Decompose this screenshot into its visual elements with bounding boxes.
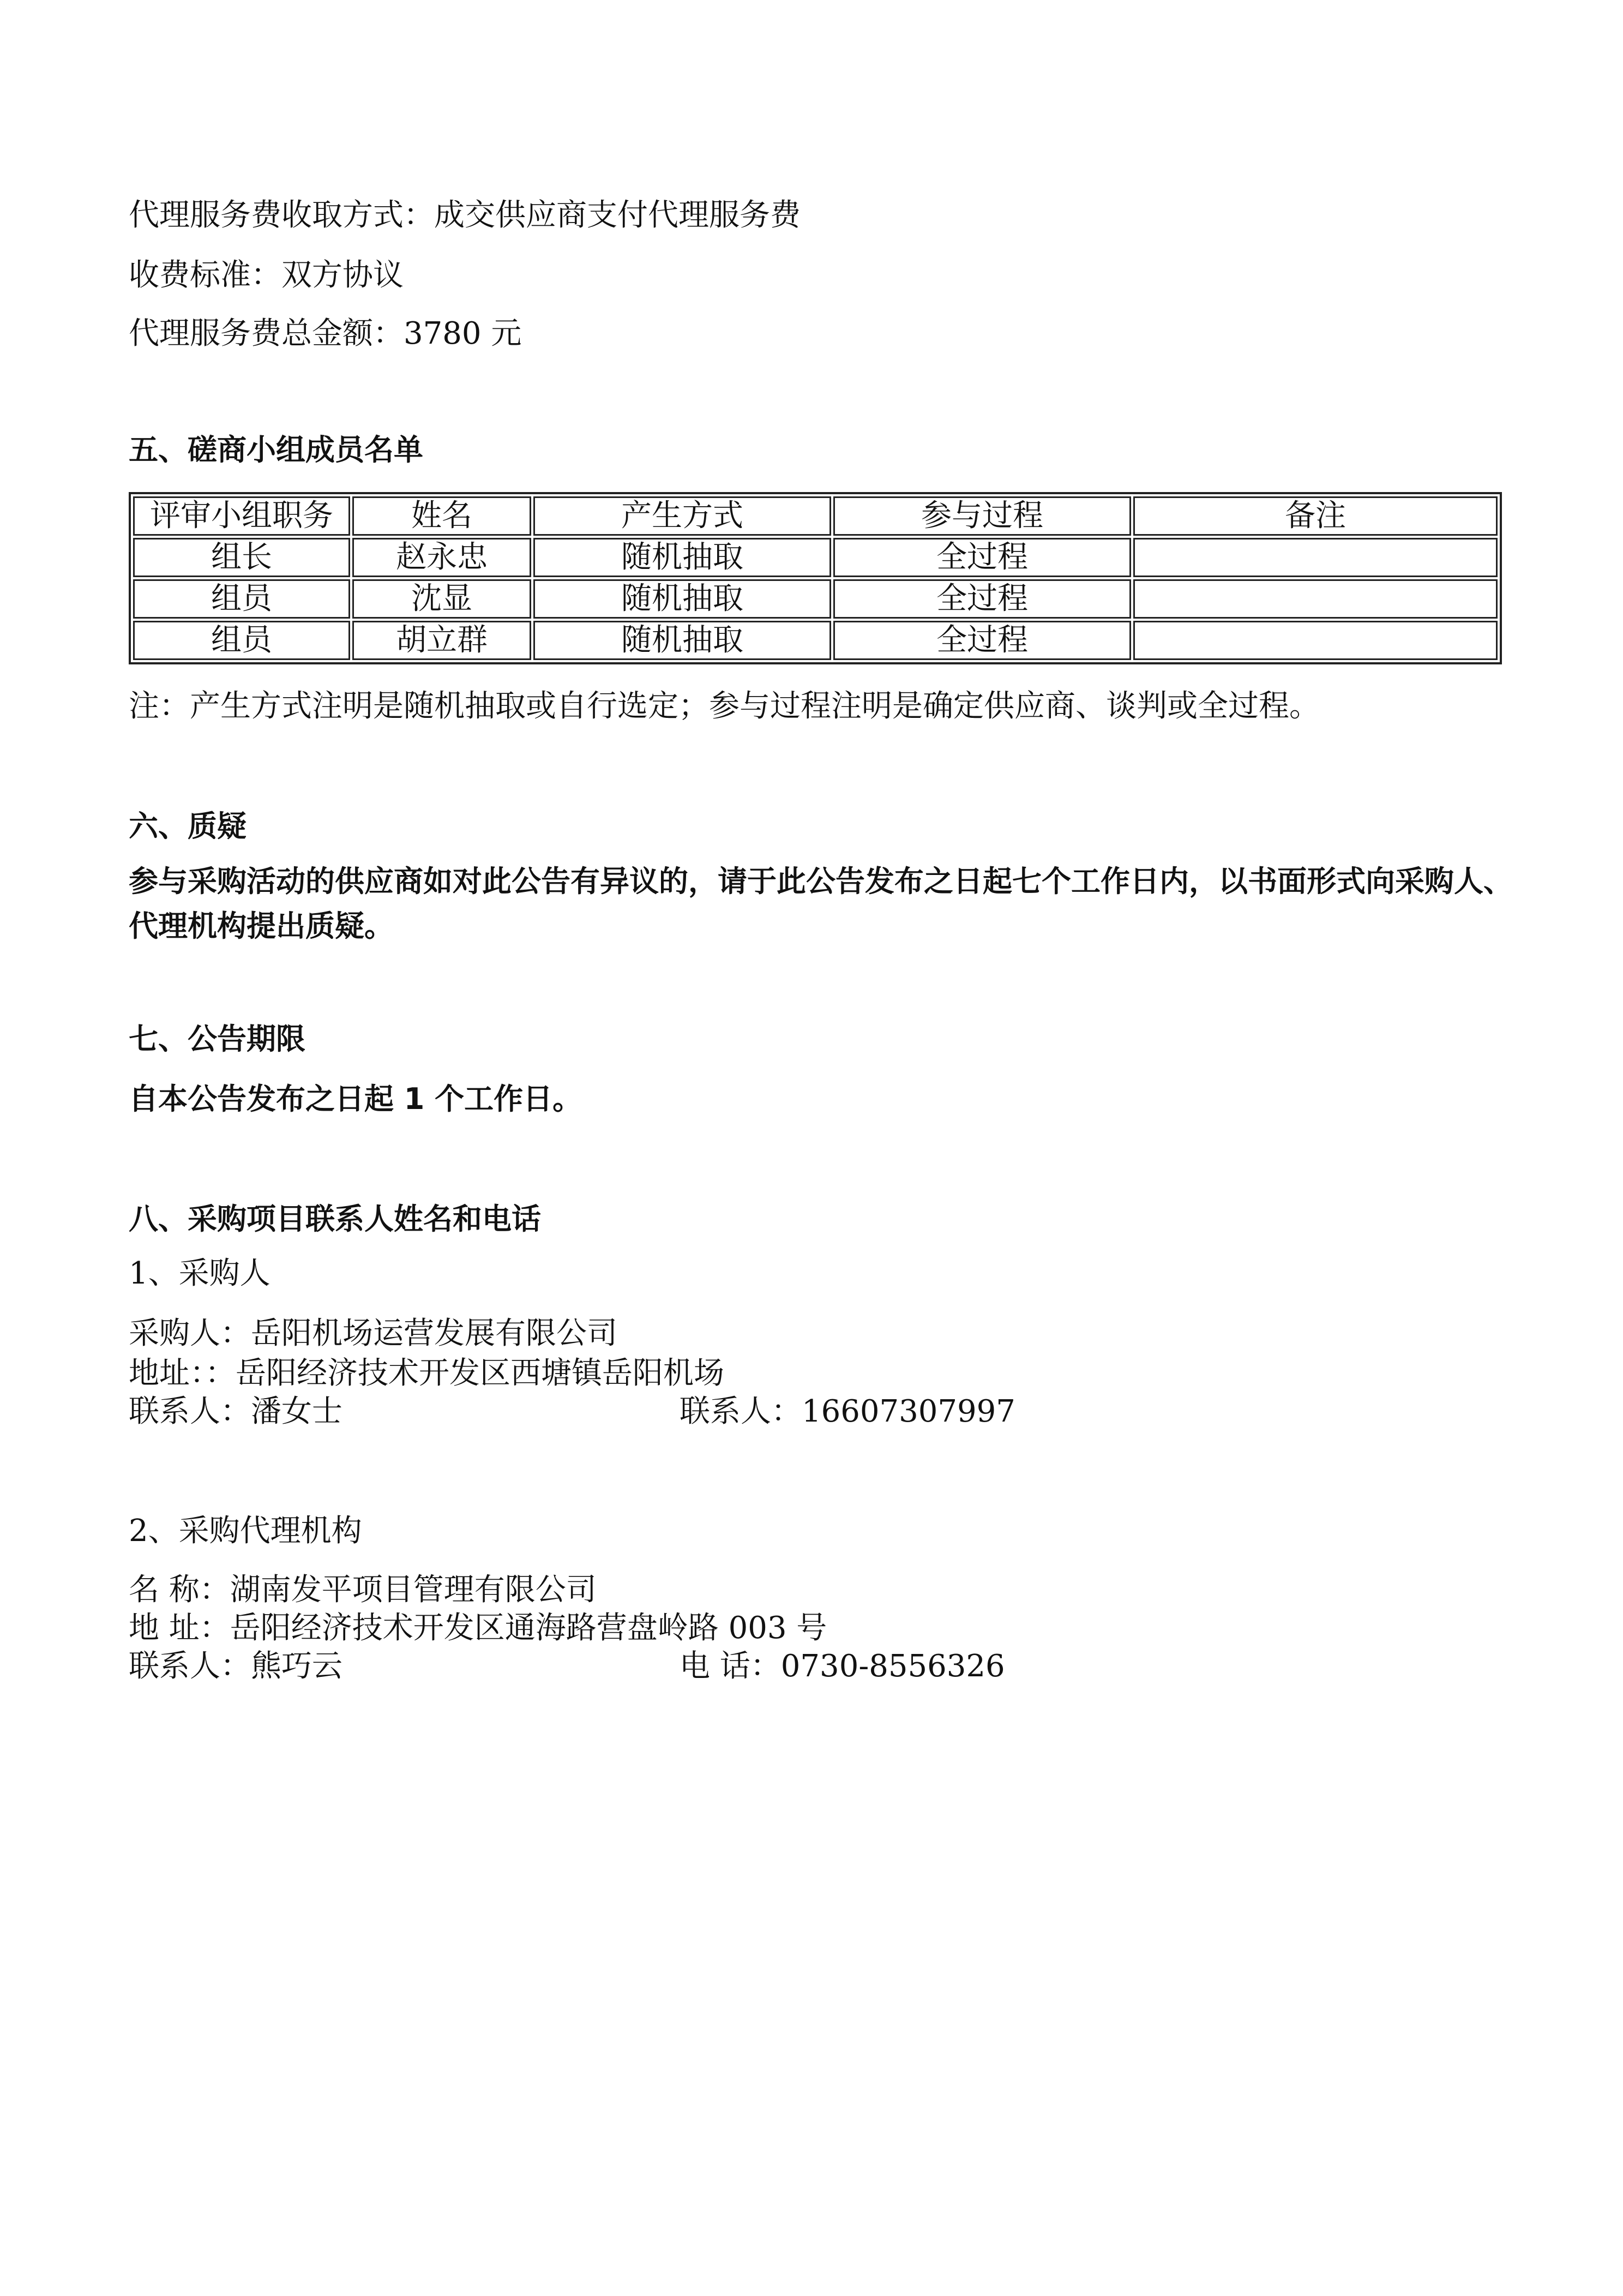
header-process: 参与过程 [833,496,1131,536]
panel-members-table [129,492,1502,664]
cell-role: 组员 [133,579,350,619]
table-header-row [133,496,1498,536]
agency-name: 名 称：湖南发平项目管理有限公司 [129,1572,597,1608]
cell-role: 组员 [133,621,350,660]
header-remark: 备注 [1133,496,1498,536]
cell-method: 随机抽取 [533,621,831,660]
cell-remark [1133,538,1498,577]
agency-phone: 电 话：0730-8556326 [680,1648,1005,1684]
fee-method: 代理服务费收取方式：成交供应商支付代理服务费 [129,197,801,233]
cell-process: 全过程 [833,538,1131,577]
agency-address: 地 址：岳阳经济技术开发区通海路营盘岭路 003 号 [129,1610,827,1646]
purchaser-address: 地址：：岳阳经济技术开发区西塘镇岳阳机场 [129,1356,724,1391]
cell-remark [1133,579,1498,619]
cell-remark [1133,621,1498,660]
agency-heading: 2、采购代理机构 [129,1513,362,1549]
cell-name: 赵永忠 [352,538,531,577]
table-row [133,621,1498,660]
cell-method: 随机抽取 [533,579,831,619]
header-name: 姓名 [352,496,531,536]
fee-total: 代理服务费总金额：3780 元 [129,316,522,351]
cell-name: 胡立群 [352,621,531,660]
cell-role: 组长 [133,538,350,577]
section5-note: 注：产生方式注明是随机抽取或自行选定；参与过程注明是确定供应商、谈判或全过程。 [129,688,1320,724]
cell-process: 全过程 [833,621,1131,660]
agency-contact: 联系人：熊巧云 [129,1648,342,1684]
table-row [133,579,1498,619]
section7-title: 七、公告期限 [129,1022,305,1056]
section5-title: 五、磋商小组成员名单 [129,433,423,467]
cell-name: 沈显 [352,579,531,619]
section8-title: 八、采购项目联系人姓名和电话 [129,1202,541,1236]
cell-method: 随机抽取 [533,538,831,577]
purchaser-heading: 1、采购人 [129,1256,270,1291]
header-role: 评审小组职务 [133,496,350,536]
table-row [133,538,1498,577]
purchaser-contact: 联系人：潘女士 [129,1394,342,1429]
header-method: 产生方式 [533,496,831,536]
section7-body: 自本公告发布之日起 1 个工作日。 [129,1082,582,1116]
section6-body: 参与采购活动的供应商如对此公告有异议的，请于此公告发布之日起七个工作日内，以书面形式向采购人、代理机构提出质疑。 [129,864,1513,943]
purchaser-name: 采购人：岳阳机场运营发展有限公司 [129,1316,617,1351]
purchaser-phone: 联系人：16607307997 [680,1394,1015,1429]
fee-standard: 收费标准：双方协议 [129,257,404,293]
cell-process: 全过程 [833,579,1131,619]
section6-title: 六、质疑 [129,809,247,843]
